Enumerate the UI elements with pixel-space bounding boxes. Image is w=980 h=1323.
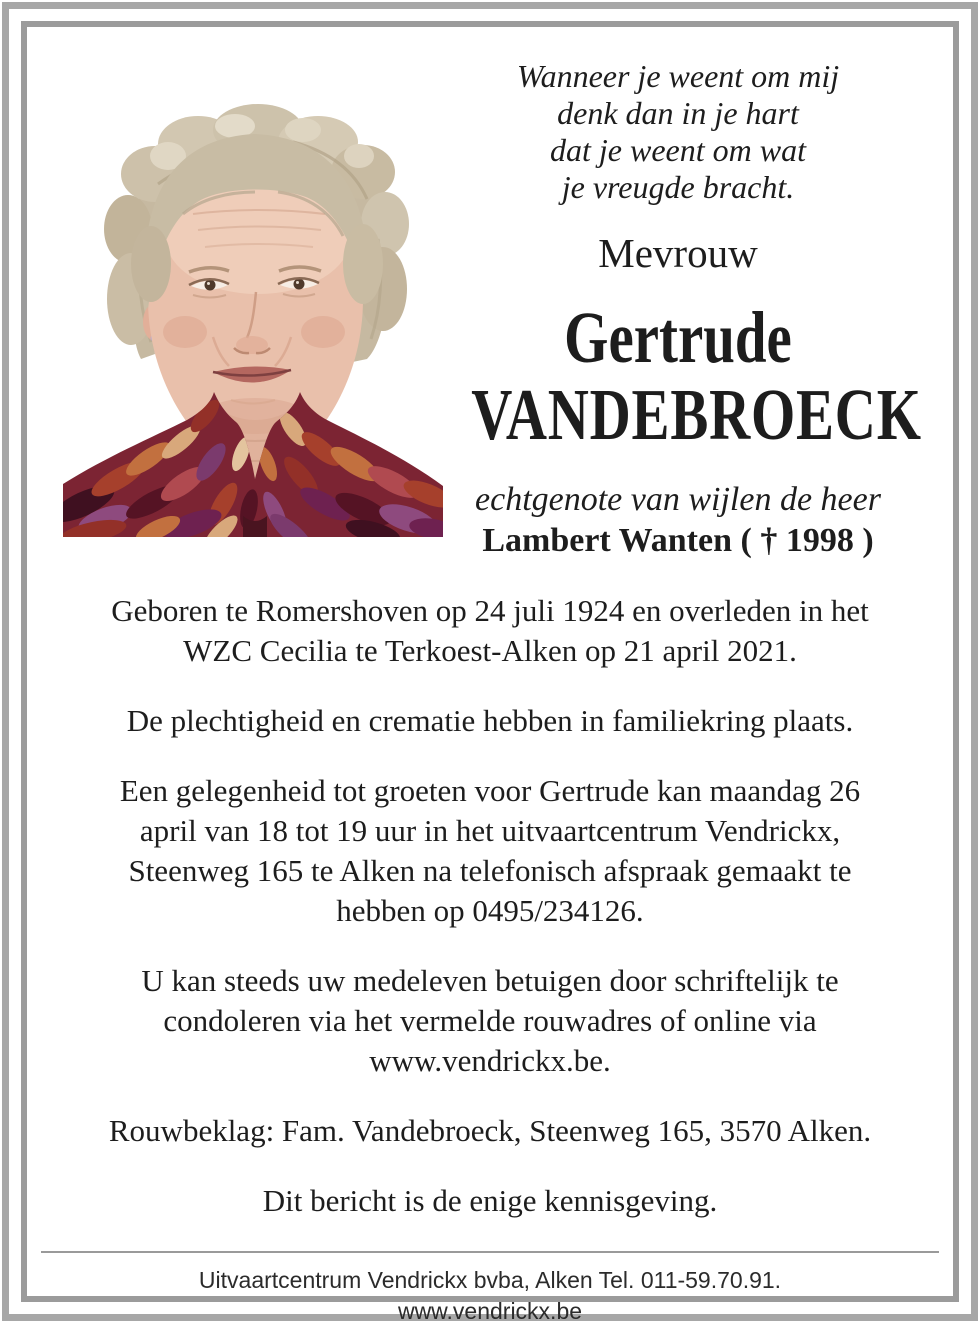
funeral-home-website: www.vendrickx.be: [397, 1298, 583, 1323]
body-line: WZC Cecilia te Terkoest-Alken op 21 april 2021.: [183, 633, 797, 668]
funeral-home-contact: Uitvaartcentrum Vendrickx bvba, Alken Tel. 011-59.70.91.: [198, 1267, 782, 1293]
poem-line: je vreugde bracht.: [561, 169, 795, 205]
condolence-paragraph: [41, 961, 939, 1081]
poem-line: dat je weent om wat: [550, 132, 806, 168]
visitation-paragraph: [41, 771, 939, 931]
outer-frame: [2, 2, 978, 1321]
inner-frame: [21, 21, 959, 1323]
body-line: De plechtigheid en crematie hebben in familiekring plaats.: [126, 703, 854, 738]
deceased-last-name: VANDEBROECK: [471, 374, 922, 455]
spouse-name: Lambert Wanten ( † 1998 ): [482, 522, 874, 559]
body-line: Rouwbeklag: Fam. Vandebroeck, Steenweg 165, 3570 Alken.: [108, 1113, 872, 1148]
spouse-intro: echtgenote van wijlen de heer: [475, 481, 881, 518]
body-line: hebben op 0495/234126.: [336, 893, 644, 928]
notice-paragraph: [41, 1181, 939, 1221]
deceased-first-name: Gertrude: [564, 297, 792, 378]
body-line: U kan steeds uw medeleven betuigen door schriftelijk te: [141, 963, 839, 998]
portrait-illustration: [63, 64, 443, 537]
ceremony-paragraph: [41, 701, 939, 741]
mourning-address-paragraph: [41, 1111, 939, 1151]
body-line: Steenweg 165 te Alken na telefonisch afspraak gemaakt te: [128, 853, 852, 888]
body-line: april van 18 tot 19 uur in het uitvaartcentrum Vendrickx,: [139, 813, 841, 848]
body-line: condoleren via het vermelde rouwadres of online via: [163, 1003, 817, 1038]
footer-divider: [41, 1251, 939, 1253]
announcement-body: [41, 591, 939, 1221]
birth-death-paragraph: [41, 591, 939, 671]
announcement-header: [413, 27, 943, 562]
body-line: Een gelegenheid tot groeten voor Gertrude kan maandag 26: [119, 773, 861, 808]
salutation: Mevrouw: [598, 230, 758, 276]
poem-line: Wanneer je weent om mij: [516, 58, 840, 94]
poem-line: denk dan in je hart: [557, 95, 799, 131]
top-section: [41, 27, 939, 589]
body-line: Dit bericht is de enige kennisgeving.: [262, 1183, 718, 1218]
memorial-poem: [413, 58, 943, 206]
funeral-home-footer: [41, 1265, 939, 1323]
body-line: Geboren te Romershoven op 24 juli 1924 en overleden in het: [111, 593, 869, 628]
portrait-photo: [63, 64, 443, 537]
body-line: www.vendrickx.be.: [369, 1043, 611, 1078]
